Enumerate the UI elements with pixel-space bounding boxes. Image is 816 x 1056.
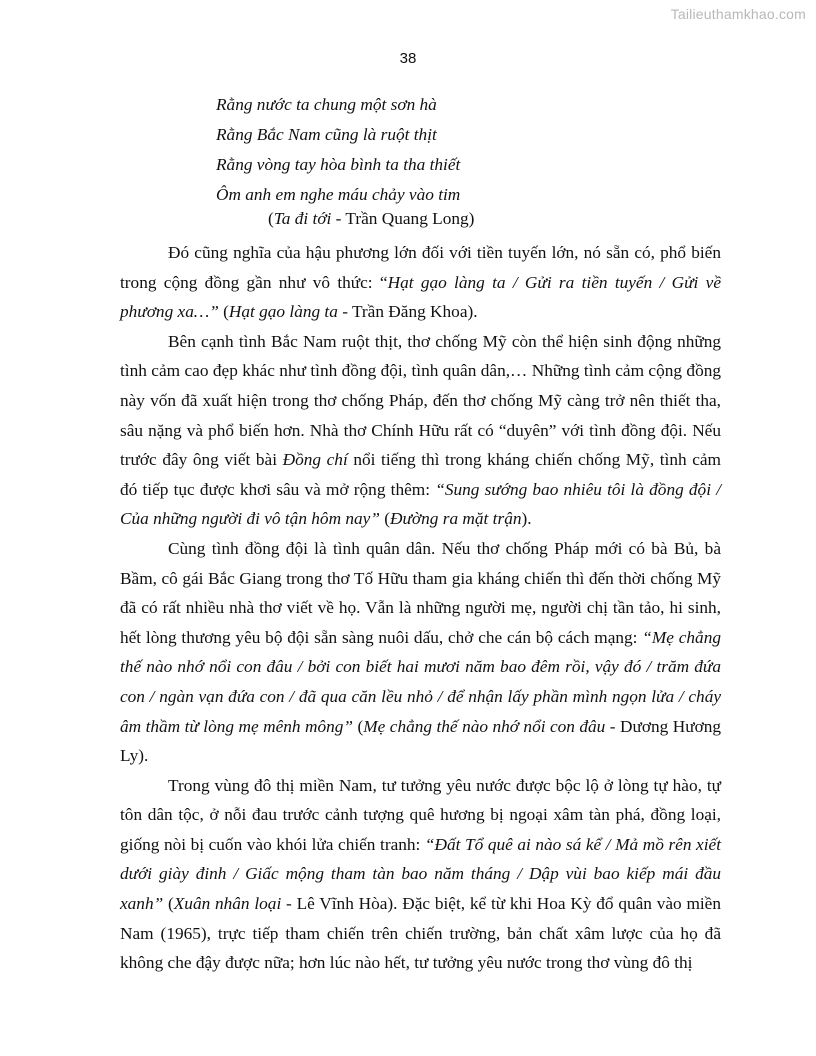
attribution-open: ( (268, 209, 274, 228)
poem-line: Rằng nước ta chung một sơn hà (216, 95, 437, 114)
text-segment: - Trần Đăng Khoa). (337, 302, 478, 322)
text-segment: ( (353, 716, 364, 736)
text-segment: Trong vùng đô thị miền Nam, tư tưởng yêu nước được bộc lộ ở lòng tự hào, tự tôn dân tộc, ở nỗi đau trước cảnh tượng quê hương bị ngoại xâm tàn phá, đồng loại, giống nòi bị cuốn vào khói lửa chiến tranh: (120, 775, 721, 854)
body-paragraph (120, 534, 721, 771)
poem-line: Ôm anh em nghe máu chảy vào tim (216, 185, 461, 204)
text-segment: ( (218, 302, 229, 322)
poem-line: Rằng vòng tay hòa bình ta tha thiết (216, 155, 461, 174)
text-segment: - Lê Vĩnh Hòa). Đặc biệt, kể từ khi Hoa Kỳ đổ quân vào miền Nam (1965), trực tiếp tham chiến trên chiến trường, bản chất xâm lược của họ đã không che đậy được nữa; hơn lúc nào hết, tư tưởng yêu nước trong thơ vùng đô thị (120, 894, 721, 973)
italic-quote-segment: Xuân nhân loại (173, 894, 282, 914)
attribution-author: - Trần Quang Long) (331, 209, 475, 228)
text-segment: - Dương Hương Ly). (120, 716, 722, 766)
attribution-work-title: Ta đi tới (273, 209, 332, 228)
body-paragraph (120, 238, 721, 327)
italic-quote-segment: Mẹ chẳng thế nào nhớ nổi con đâu (363, 716, 606, 736)
poem-line: Rằng Bắc Nam cũng là ruột thịt (216, 125, 437, 144)
page-number: 38 (399, 50, 417, 67)
italic-quote-segment: Đường ra mặt trận (390, 509, 522, 529)
text-segment: ( (163, 894, 174, 914)
italic-quote-segment: Hạt gạo làng ta / Gửi ra tiền tuyến / Gửi về phương xa…” (120, 272, 721, 322)
body-paragraph (120, 327, 721, 534)
poem-excerpt (216, 90, 460, 210)
watermark: Tailieuthamkhao.com (670, 6, 806, 22)
italic-quote-segment: Đồng chí (282, 450, 348, 470)
body-paragraph (120, 771, 721, 978)
text-segment: ( (379, 509, 391, 529)
text-segment: Cùng tình đồng đội là tình quân dân. Nếu thơ chống Pháp mới có bà Bủ, bà Bầm, cô gái Bắc Giang trong thơ Tố Hữu tham gia kháng chiến thì đến thời chống Mỹ đã có rất nhiều nhà thơ viết về họ. Vẫn là những người mẹ, người chị tần tảo, hi sinh, hết lòng thương yêu bộ đội sẵn sàng nuôi dấu, chở che cán bộ cách mạng: (120, 538, 721, 647)
italic-quote-segment: “Sung sướng bao nhiêu tôi là đồng đội / Của những người đi vô tận hôm nay” (120, 479, 721, 529)
text-segment: ). (521, 509, 532, 529)
text-segment: nổi tiếng thì trong kháng chiến chống Mỹ, tình cảm đó tiếp tục được khơi sâu và mở rộng thêm: (120, 450, 722, 499)
body-text (120, 238, 721, 978)
text-segment: Đó cũng nghĩa của hậu phương lớn đối với tiền tuyến lớn, nó sẵn có, phổ biến trong cộng đồng gần như vô thức: “ (120, 243, 721, 292)
text-segment: Bên cạnh tình Bắc Nam ruột thịt, thơ chống Mỹ còn thể hiện sinh động những tình cảm cao đẹp khác như tình đồng đội, tình quân dân,… Những tình cảm cộng đồng này vốn đã xuất hiện trong thơ chống Pháp, đến thơ chống Mỹ càng trở nên thiết tha, sâu nặng và phổ biến hơn. Nhà thơ Chính Hữu rất có “duyên” với tình đồng đội. Nếu trước đây ông viết bài (120, 331, 721, 470)
italic-quote-segment: “Đất Tổ quê ai nào sá kể / Mả mồ rên xiết dưới giày đinh / Giấc mộng tham tàn bao năm tháng / Dập vùi bao kiếp mái đầu xanh” (120, 834, 721, 914)
italic-quote-segment: Hạt gạo làng ta (228, 302, 338, 322)
poem-attribution (268, 208, 474, 230)
italic-quote-segment: “Mẹ chẳng thế nào nhớ nổi con đâu / bởi con biết hai mươi năm bao đêm rồi, vậy đó / trăm đứa con / ngàn vạn đứa con / đã qua căn lều nhỏ / để nhận lấy phần mình ngọn lửa / cháy âm thầm từ lòng mẹ mênh mông” (120, 627, 721, 736)
